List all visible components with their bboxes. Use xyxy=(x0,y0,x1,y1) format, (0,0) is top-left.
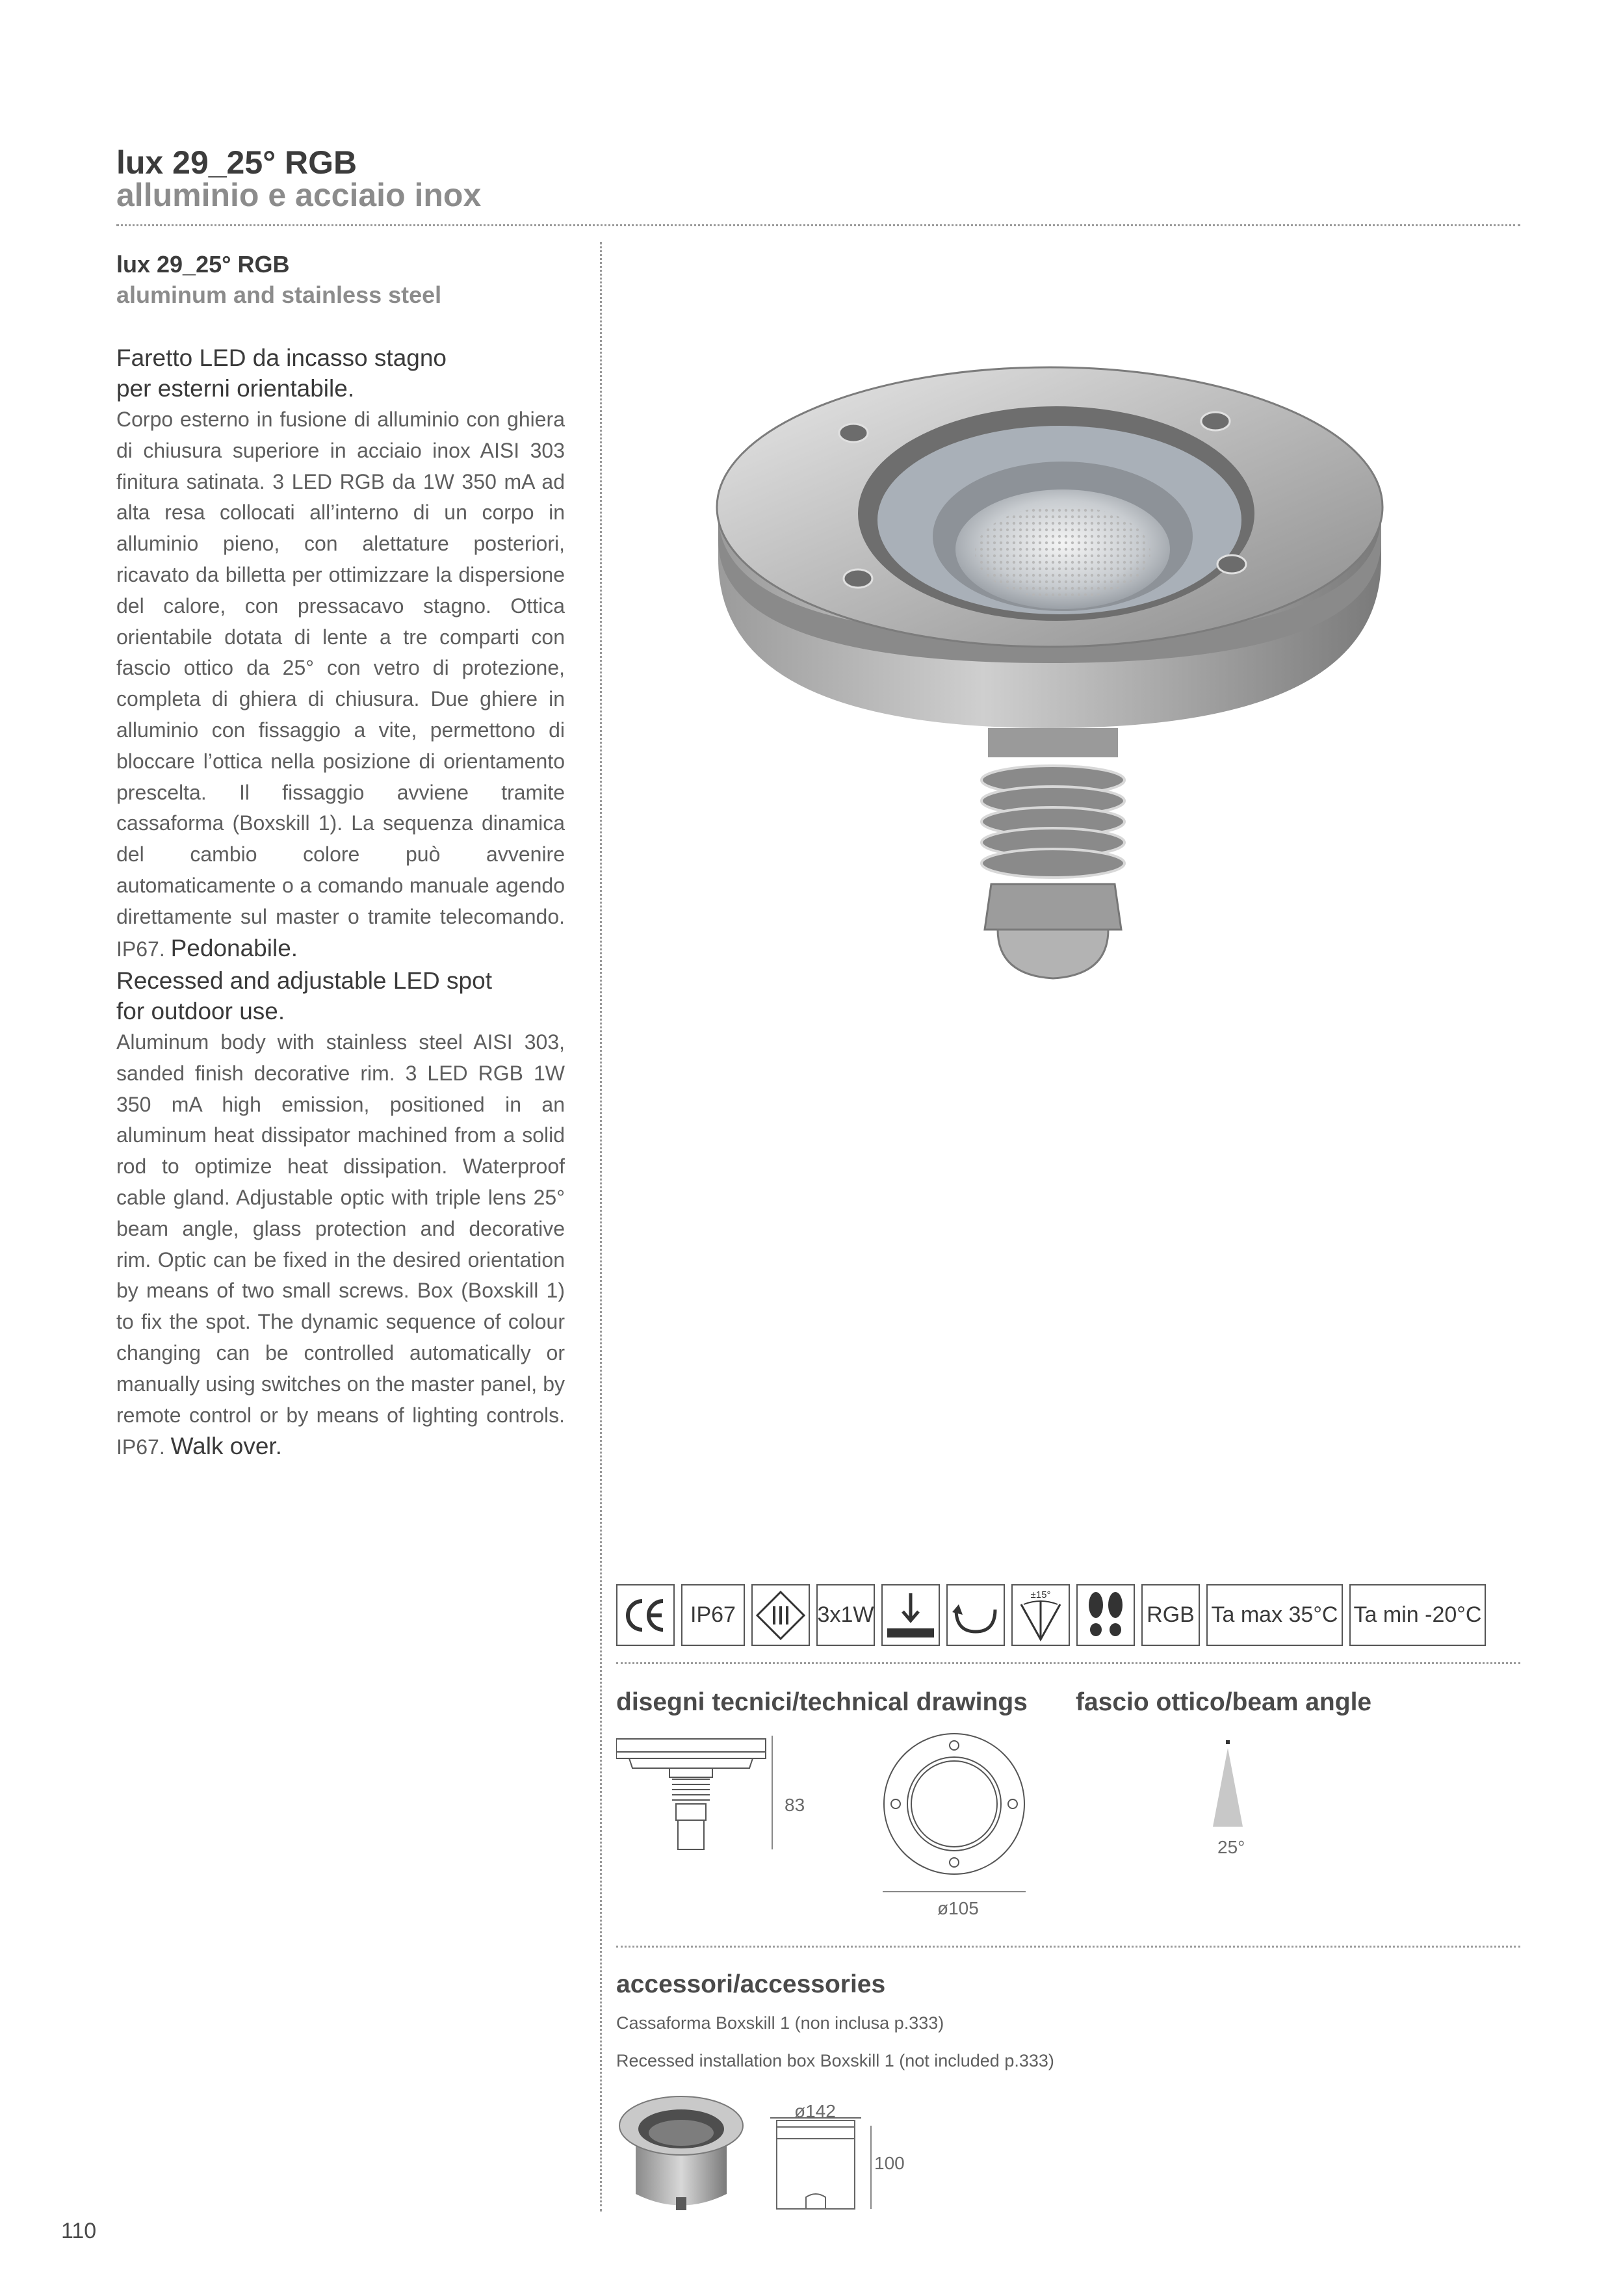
description-it-heading-line2: per esterni orientabile. xyxy=(116,375,355,402)
rgb-badge: RGB xyxy=(1141,1584,1200,1646)
top-divider xyxy=(116,224,1520,226)
recessed-install-icon xyxy=(881,1584,940,1646)
side-view-drawing xyxy=(616,1739,766,1849)
english-subtitle: aluminum and stainless steel xyxy=(116,281,442,308)
description-it-text: Corpo esterno in fusione di alluminio con ghiera di chiusura superiore in acciaio inox AISI 303 finitura satinata. 3 LED RGB da 1W 350 mA ad alta resa collocati all’interno di un corpo in alluminio pieno, con alettature posteriori, ricavato da billetta per ottimizzare la dispersione del calore, con pressacavo stagno. Ottica orientabile dotata di lente a tre comparti con fascio ottico da 25° con vetro di protezione, completa di ghiera di chiusura. Due ghiere in alluminio con fissaggio a vite, permettono di bloccare l’ottica nella posizione di orientamento prescelta. Il fissaggio avviene tramite cassaforma (Boxskill 1). La sequenza dinamica del cambio colore può avvenire automaticamente o a comando manuale agendo direttamente sul master o tramite telecomando. IP67. xyxy=(116,408,565,961)
page-number: 110 xyxy=(61,2219,97,2243)
description-en-heading-line1: Recessed and adjustable LED spot xyxy=(116,967,492,994)
power-badge: 3x1W xyxy=(816,1584,875,1646)
adjustable-icon xyxy=(946,1584,1005,1646)
ce-mark-icon xyxy=(616,1584,675,1646)
description-en-emphasis: Walk over. xyxy=(170,1433,282,1460)
description-en-text: Aluminum body with stainless steel AISI 303, sanded finish decorative rim. 3 LED RGB 1W 350 mA high emission, positioned in an aluminum heat dissipator machined from a solid rod to optimize heat dissipation. Waterproof cable gland. Adjustable optic with triple lens 25° beam angle, glass protection and decorative rim. Optic can be fixed in the desired orientation by means of two small screws. Box (Boxskill 1) to fix the spot. The dynamic sequence of colour changing can be controlled automatically or manually using switches on the master panel, by remote control or by means of lighting controls. IP67. xyxy=(116,1030,565,1459)
accessories-heading: accessori/accessories xyxy=(616,1970,886,1998)
english-title: lux 29_25° RGB xyxy=(116,251,290,278)
ta-max-badge: Ta max 35°C xyxy=(1206,1584,1343,1646)
top-view-drawing xyxy=(884,1734,1024,1874)
description-it-body xyxy=(116,404,565,965)
class-III-icon xyxy=(751,1584,810,1646)
lower-divider xyxy=(616,1946,1520,1948)
accessory-height: 100 xyxy=(874,2153,905,2173)
diameter-dimension: ø105 xyxy=(937,1898,979,1918)
footprints-icon xyxy=(1076,1584,1135,1646)
description-it-emphasis: Pedonabile. xyxy=(170,934,298,961)
ta-min-badge: Ta min -20°C xyxy=(1349,1584,1486,1646)
beam-angle-icon xyxy=(1202,1739,1254,1830)
description-en-heading xyxy=(116,965,571,1026)
accessory-line-it: Cassaforma Boxskill 1 (non inclusa p.333) xyxy=(616,2013,944,2033)
description-en-body xyxy=(116,1027,565,1463)
ip-rating-badge: IP67 xyxy=(681,1584,745,1646)
column-divider xyxy=(600,242,602,2211)
page-subtitle: alluminio e acciaio inox xyxy=(116,177,482,213)
description-it-heading-line1: Faretto LED da incasso stagno xyxy=(116,345,447,371)
description-it-heading xyxy=(116,343,571,404)
accessory-box-image xyxy=(616,2090,746,2213)
description-en-heading-line2: for outdoor use. xyxy=(116,998,285,1024)
tilt-label: ±15° xyxy=(1030,1589,1051,1600)
page-title: lux 29_25° RGB xyxy=(116,144,357,181)
beam-angle-heading: fascio ottico/beam angle xyxy=(1076,1688,1372,1716)
accessory-line-en: Recessed installation box Boxskill 1 (not included p.333) xyxy=(616,2051,1054,2070)
product-image xyxy=(712,364,1401,988)
technical-drawings-heading: disegni tecnici/technical drawings xyxy=(616,1688,1028,1716)
mid-divider xyxy=(616,1662,1520,1664)
tilt-icon xyxy=(1011,1584,1070,1646)
height-dimension: 83 xyxy=(785,1795,805,1815)
beam-angle-value: 25° xyxy=(1217,1837,1245,1857)
accessory-diameter: ø142 xyxy=(794,2101,836,2121)
